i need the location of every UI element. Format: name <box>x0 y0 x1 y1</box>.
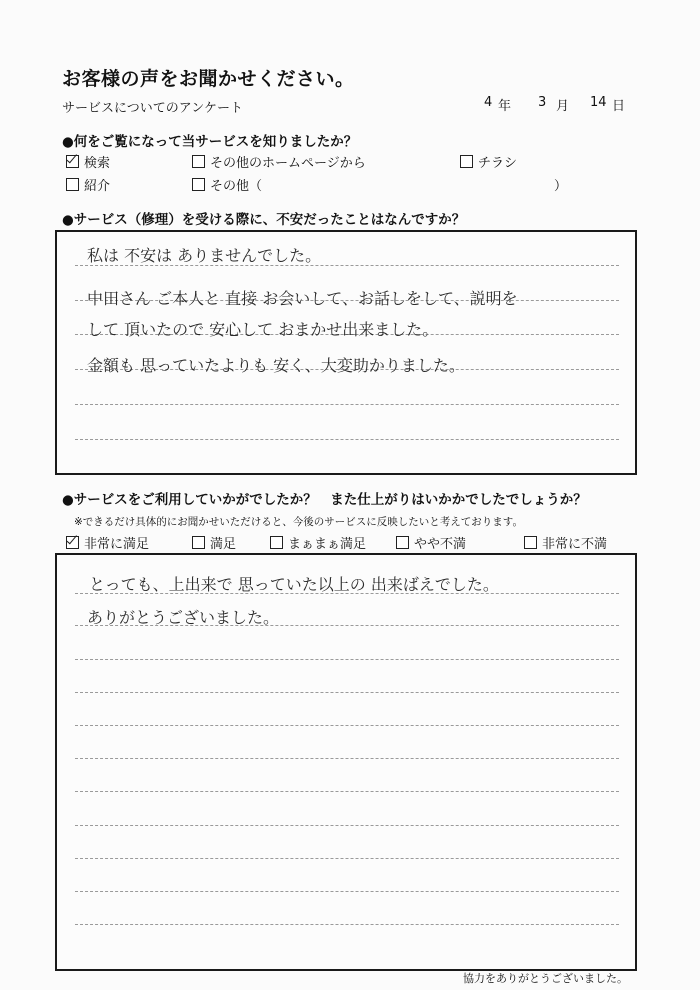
answer-line <box>75 758 619 759</box>
answer-3-line-2: ありがとうございました。 <box>87 608 280 627</box>
checkbox[interactable] <box>460 155 473 168</box>
answer-2-line-2: 中田さん ご本人と 直接 お会いして、お話しをして、説明を <box>87 289 518 308</box>
answer-2-line-3: して 頂いたので 安心して おまかせ出来ました。 <box>87 320 439 339</box>
checkbox[interactable] <box>192 178 205 191</box>
answer-line <box>75 891 619 892</box>
option-label: 紹介 <box>84 179 111 194</box>
date-day-value: 14 <box>590 95 607 110</box>
q1-option-referral[interactable] <box>66 175 110 194</box>
answer-line <box>75 825 619 826</box>
answer-line <box>75 858 619 859</box>
option-label: まぁまぁ満足 <box>288 537 367 552</box>
checkbox[interactable] <box>66 536 79 549</box>
q3-option-somewhat-dissatisfied[interactable] <box>396 533 466 552</box>
page-subtitle: サービスについてのアンケート <box>62 101 243 116</box>
checkbox[interactable] <box>270 536 283 549</box>
answer-box-3[interactable] <box>55 553 637 971</box>
question-3: ●サービスをご利用していかがでしたか？ また仕上がりはいかかでしたでしょうか？ <box>62 492 587 508</box>
q3-option-satisfied[interactable] <box>192 533 236 552</box>
option-label: その他のホームページから <box>210 156 366 171</box>
date-month-value: 3 <box>538 95 547 110</box>
q1-other-close-paren: ） <box>554 179 568 194</box>
checkbox[interactable] <box>192 536 205 549</box>
answer-line <box>75 791 619 792</box>
answer-3-line-1: とっても、上出来で 思っていた以上の 出来ばえでした。 <box>89 575 499 594</box>
q1-option-flyer[interactable] <box>460 152 517 171</box>
answer-line <box>75 659 619 660</box>
date-year-unit: 年 <box>498 99 512 114</box>
q1-option-other[interactable] <box>192 175 262 194</box>
date-month-unit: 月 <box>556 99 570 114</box>
q1-option-search[interactable] <box>66 152 110 171</box>
checkbox[interactable] <box>524 536 537 549</box>
q3-option-very-satisfied[interactable] <box>66 533 149 552</box>
answer-2-line-1: 私は 不安は ありませんでした。 <box>87 246 322 265</box>
checkbox[interactable] <box>66 155 79 168</box>
checkbox[interactable] <box>66 178 79 191</box>
checkbox[interactable] <box>396 536 409 549</box>
q3-option-very-dissatisfied[interactable] <box>524 533 607 552</box>
q1-option-other-homepage[interactable] <box>192 152 366 171</box>
q3-option-somewhat-satisfied[interactable] <box>270 533 366 552</box>
option-label: その他（ <box>210 179 263 194</box>
option-label: チラシ <box>478 156 518 171</box>
checkbox[interactable] <box>192 155 205 168</box>
answer-line <box>75 404 619 405</box>
answer-line <box>75 924 619 925</box>
option-label: 満足 <box>210 537 237 552</box>
answer-line <box>75 439 619 440</box>
answer-line <box>75 725 619 726</box>
question-1: ●何をご覧になって当サービスを知りましたか？ <box>62 134 358 150</box>
option-label: 非常に不満 <box>542 537 608 552</box>
footer-thanks: 協力をありがとうございました。 <box>463 972 628 985</box>
option-label: やや不満 <box>414 537 467 552</box>
option-label: 非常に満足 <box>84 537 150 552</box>
option-label: 検索 <box>84 156 111 171</box>
answer-box-2[interactable] <box>55 230 637 475</box>
question-3-note: ※できるだけ具体的にお聞かせいただけると、今後のサービスに反映したいと考えております。 <box>74 516 523 528</box>
answer-line <box>75 692 619 693</box>
answer-2-line-4: 金額も 思っていたよりも 安く、大変助かりました。 <box>87 356 465 375</box>
date-day-unit: 日 <box>612 99 626 114</box>
page-title: お客様の声をお聞かせください。 <box>62 68 355 90</box>
date-year-value: 4 <box>484 95 493 110</box>
question-2: ●サービス（修理）を受ける際に、不安だったことはなんですか？ <box>62 212 466 228</box>
